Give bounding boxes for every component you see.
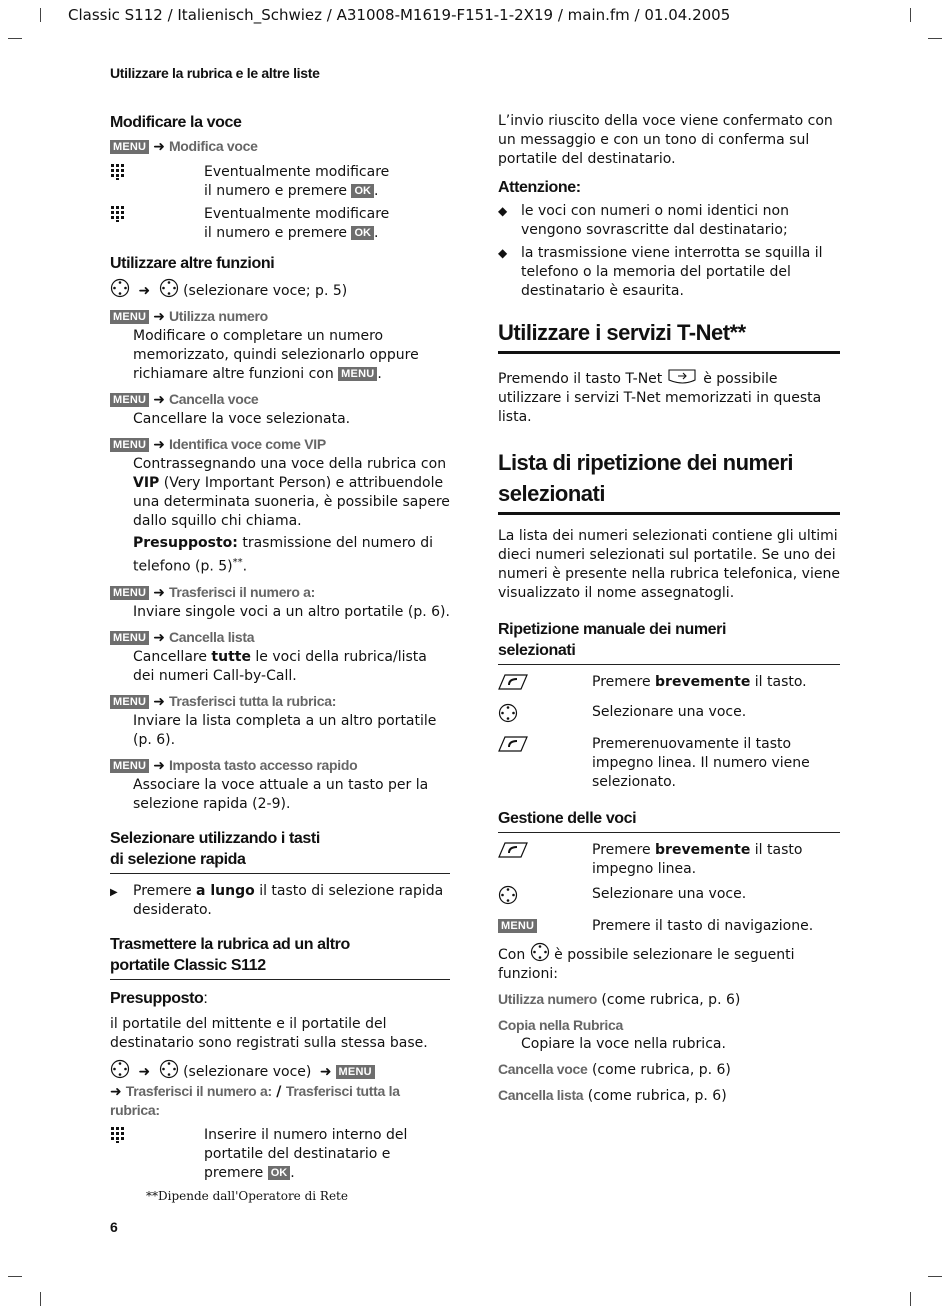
title-line: portatile Classic S112 [110,956,266,974]
nav-key-icon [159,1059,179,1079]
key-row: Eventualmente modificare il numero e premere OK . [110,163,450,201]
menu-key-icon: MENU [110,393,149,407]
nav-key-icon [498,885,592,911]
footnote-mark: ** [232,557,243,568]
title-line: Selezionare utilizzando i tasti [110,829,320,847]
function-item [110,692,450,750]
chapter-title [498,447,840,515]
paragraph [498,942,840,984]
menu-key-icon: MENU [110,759,149,773]
row-text: Selezionare una voce. [592,886,747,902]
function-name: Trasferisci tutta la rubrica: [168,692,337,709]
call-key-icon [498,735,592,792]
row-text: il numero e premere [204,183,348,199]
row-text: il tasto impegno linea. [592,842,803,877]
crop-mark [928,38,942,39]
function-desc: Copiare la voce nella rubrica. [521,1036,726,1052]
chapter-title: Utilizzare i servizi T-Net** [498,317,840,354]
paragraph: L’invio riuscito della voce viene confermato con un messaggio e con un tono di conferma sul portatile del destinatario. [498,113,833,167]
paragraph: il portatile del mittente e il portatile del destinatario sono registrati sulla stessa base. [110,1015,428,1051]
right-column [498,112,840,1112]
diamond-bullet-icon: ◆ [498,246,508,260]
paragraph-text: è possibile utilizzare i servizi T-Net memorizzati in questa lista. [498,371,822,425]
title-line: Ripetizione manuale dei numeri [498,621,727,638]
function-item [498,1086,840,1106]
function-name: Utilizza numero [168,308,268,324]
keypad-icon [110,205,204,243]
paragraph-text: è possibile selezionare le seguenti funzioni: [498,947,795,982]
arrow-icon: ➜ [153,309,165,325]
title-text: Presupposto [110,989,204,1007]
key-row [498,841,840,879]
row-text: Selezionare una voce. [592,704,747,720]
key-row: Eventualmente modificare il numero e premere OK . [110,205,450,243]
row-text: il tasto. [754,674,807,690]
menu-path [110,137,450,157]
keypad-icon [110,1126,204,1183]
tnet-key-icon [667,366,699,386]
ok-key-icon: OK [351,184,374,198]
function-name: Trasferisci il numero a: [168,583,316,600]
row-text: Premerenuovamente il tasto impegno linea. Il numero viene selezionato. [592,736,810,790]
function-desc: (come rubrica, p. 6) [587,1088,727,1104]
function-name: Cancella voce [168,391,259,407]
title-line: Trasmettere la rubrica ad un altro [110,935,350,953]
call-key-icon [498,673,592,697]
crop-mark [8,38,22,39]
row-text: il numero e premere [204,225,348,241]
key-row [498,703,840,729]
menu-key-cell [498,917,592,936]
function-desc: (come rubrica, p. 6) [601,992,741,1008]
section-title [110,828,450,874]
nav-key-icon [530,942,550,962]
function-item: MENU ➜ Utilizza numero Modificare o completare un numero memorizzato, quindi selezionarlo oppure richiamare altre funzioni con MENU . [110,307,450,384]
arrow-icon: ➜ [153,139,165,155]
menu-key-icon: MENU [338,367,377,381]
item-text: Premere [133,882,192,899]
key-row [498,885,840,911]
nav-text: (selezionare voce; p. 5) [183,283,348,299]
arrow-icon: ➜ [110,1083,122,1100]
function-name: Trasferisci il numero a: [125,1082,272,1099]
arrow-icon: ➜ [153,437,165,453]
function-desc: (Very Important Person) e attribuendole una determinata suoneria, è possibile sapere dallo squillo chi chiama. [133,475,450,529]
vip-label: VIP [133,475,160,491]
row-text: Premere [592,842,651,858]
footnote: **Dipende dall'Operatore di Rete [146,1188,348,1203]
section-title [498,619,840,665]
arrow-icon: ➜ [153,392,165,408]
function-item [110,390,450,429]
function-name: Utilizza numero [498,991,597,1007]
paragraph-text: Premendo il tasto T-Net [498,371,663,387]
function-name: Modifica voce [168,138,258,154]
row-text: Inserire il numero interno del portatile del destinatario e premere [204,1126,408,1181]
emphasis: tutte [211,648,251,665]
arrow-icon: ➜ [138,1063,151,1080]
function-name: Identifica voce come VIP [168,436,326,452]
precondition-title [110,988,450,1009]
function-name: Cancella lista [498,1087,584,1103]
nav-key-icon [110,278,130,298]
section-title: Attenzione: [498,179,581,196]
menu-key-icon: MENU [498,919,537,933]
arrow-icon: ➜ [153,584,165,601]
arrow-icon: ➜ [153,693,165,710]
nav-path [110,278,450,301]
key-row [498,917,840,936]
precondition-label: Presupposto: [133,535,238,551]
function-desc: Inviare singole voci a un altro portatile (p. 6). [133,603,450,620]
section-title: Gestione delle voci [498,808,840,833]
nav-text: (selezionare voce) [183,1063,312,1080]
function-item [110,435,450,577]
paragraph [498,366,840,427]
separator: / [276,1083,282,1100]
crop-mark [910,8,911,22]
row-text: Premere il tasto di navigazione. [592,918,814,934]
item-text: la trasmissione viene interrotta se squilla il telefono o la memoria del portatile del destinatario è esaurita. [521,245,823,299]
function-name: Imposta tasto accesso rapido [168,756,358,773]
menu-key-icon: MENU [110,695,149,709]
function-name: Copia nella Rubrica [498,1017,623,1033]
paragraph: La lista dei numeri selezionati contiene gli ultimi dieci numeri selezionati sul portatile. Se uno dei numeri è presente nella rubrica telefonica, viene visualizzato il nome assegnatogli. [498,528,840,601]
function-desc: Contrassegnando una voce della rubrica con [133,456,447,472]
crop-mark [40,1292,41,1306]
menu-key-icon: MENU [110,586,149,600]
crop-mark [8,1276,22,1277]
diamond-bullet-icon: ◆ [498,204,508,218]
function-name: Trasferisci tutta la rubrica: [110,1082,400,1118]
call-key-icon [498,841,592,879]
item-text: le voci con numeri o nomi identici non vengono sovrascritte dal destinatario; [521,203,789,238]
function-item [498,990,840,1010]
list-item [110,882,450,920]
arrow-icon: ➜ [138,283,151,299]
function-desc: Inviare la lista completa a un altro portatile (p. 6). [133,712,437,748]
title-line: selezionati [498,481,605,506]
key-row [498,673,840,697]
title-line: Lista di ripetizione dei numeri [498,450,793,475]
triangle-bullet-icon: ▶ [110,886,118,898]
list-item [498,202,840,240]
menu-key-icon: MENU [110,310,149,324]
function-desc: Modificare o completare un numero memorizzato, quindi selezionarlo oppure richiamare altre funzioni con [133,328,419,382]
file-header: Classic S112 / Italienisch_Schwiez / A31008-M1619-F151-1-2X19 / main.fm / 01.04.2005 [68,6,731,24]
paragraph-text: Con [498,947,526,963]
row-text: Eventualmente modificare [204,164,390,180]
ok-key-icon: OK [351,226,374,240]
title-line: di selezione rapida [110,850,246,868]
function-desc: Cancellare la voce selezionata. [133,411,351,427]
section-title: Utilizzare altre funzioni [110,255,275,272]
left-column [110,112,450,1206]
running-title: Utilizzare la rubrica e le altre liste [110,65,320,81]
menu-key-icon: MENU [110,438,149,452]
function-name: Cancella lista [168,628,255,645]
list-item [498,244,840,301]
function-desc: (come rubrica, p. 6) [591,1062,731,1078]
menu-key-icon: MENU [110,631,149,645]
function-item [498,1016,840,1054]
key-row [110,1126,450,1183]
arrow-icon: ➜ [153,757,165,774]
key-row [498,735,840,792]
title-line: selezionati [498,642,576,659]
function-desc: Associare la voce attuale a un tasto per la selezione rapida (2-9). [133,776,429,812]
item-text: il tasto di selezione rapida desiderato. [133,882,444,918]
menu-key-icon: MENU [110,140,149,154]
row-text: Premere [592,674,651,690]
nav-key-icon [110,1059,130,1079]
section-title: Modificare la voce [110,114,242,131]
emphasis: brevemente [655,674,751,690]
function-desc: Cancellare [133,648,207,665]
punctuation: . [290,1164,295,1181]
arrow-icon: ➜ [319,1063,332,1080]
punctuation: . [242,558,248,575]
nav-path [110,1059,450,1120]
emphasis: brevemente [655,842,751,858]
function-item [498,1060,840,1080]
function-item [110,756,450,814]
page-number: 6 [110,1219,118,1235]
keypad-icon [110,163,204,201]
row-text: Eventualmente modificare [204,206,390,222]
function-desc: le voci della rubrica/lista dei numeri Call-by-Call. [133,648,427,684]
punctuation: : [203,989,208,1007]
function-item [110,583,450,622]
section-title [110,934,450,980]
function-item [110,628,450,686]
function-name: Cancella voce [498,1061,588,1077]
precondition-text: trasmissione del numero di telefono (p. 5) [133,535,434,575]
menu-key-icon: MENU [336,1065,375,1079]
crop-mark [910,1292,911,1306]
crop-mark [928,1276,942,1277]
nav-key-icon [498,703,592,729]
nav-key-icon [159,278,179,298]
crop-mark [40,8,41,22]
emphasis: a lungo [196,882,255,899]
arrow-icon: ➜ [153,629,165,646]
ok-key-icon: OK [268,1166,291,1180]
